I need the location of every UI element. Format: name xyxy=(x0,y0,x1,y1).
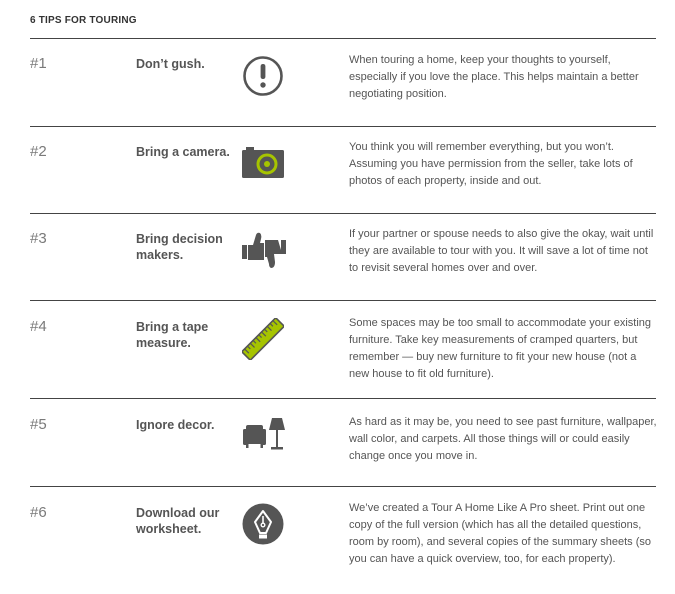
tip-title: Bring a camera. xyxy=(136,145,230,159)
camera-icon xyxy=(242,147,284,189)
pen-nib-icon xyxy=(242,503,284,545)
tip-title: Bring a tape measure. xyxy=(136,320,209,350)
tip-description: When touring a home, keep your thoughts to yourself, especially if you love the place. This helps maintain a better negotiating position. xyxy=(349,54,639,100)
tip-number: #1 xyxy=(30,55,47,72)
exclamation-icon xyxy=(242,55,284,97)
tip-description: We’ve created a Tour A Home Like A Pro sheet. Print out one copy of the full version (which has all the detailed questions, room by room), and several copies of the summary sheets (so you can have a quick overview, too, for each property). xyxy=(349,502,652,565)
tip-number: #5 xyxy=(30,416,47,433)
tip-title: Ignore decor. xyxy=(136,418,215,432)
tip-description: Some spaces may be too small to accommodate your existing furniture. Take key measurements of cramped quarters, but remember — buy new furniture to fit your new house (not a new house to fit old furniture). xyxy=(349,317,652,380)
divider xyxy=(30,486,656,487)
divider xyxy=(30,38,656,39)
ruler-icon xyxy=(242,318,284,360)
tip-description: If your partner or spouse needs to also give the okay, wait until they are available to tour with you. It will save a lot of time not to revisit several homes over and over. xyxy=(349,228,654,274)
tip-number: #3 xyxy=(30,230,47,247)
tip-title: Download our worksheet. xyxy=(136,506,220,536)
page-title: 6 TIPS FOR TOURING xyxy=(30,15,137,26)
thumbs-icon xyxy=(242,232,284,274)
armchair-lamp-icon xyxy=(242,418,284,460)
tip-number: #6 xyxy=(30,504,47,521)
tip-title: Don’t gush. xyxy=(136,57,205,71)
divider xyxy=(30,213,656,214)
tip-number: #4 xyxy=(30,318,47,335)
tip-description: You think you will remember everything, but you won’t. Assuming you have permission from the seller, take lots of photos of each property, inside and out. xyxy=(349,141,633,187)
divider xyxy=(30,126,656,127)
tip-number: #2 xyxy=(30,143,47,160)
tip-description: As hard as it may be, you need to see past furniture, wallpaper, wall color, and carpets. All those things will or could easily change once you move in. xyxy=(349,416,657,462)
divider xyxy=(30,300,656,301)
divider xyxy=(30,398,656,399)
tip-title: Bring decision makers. xyxy=(136,232,223,262)
